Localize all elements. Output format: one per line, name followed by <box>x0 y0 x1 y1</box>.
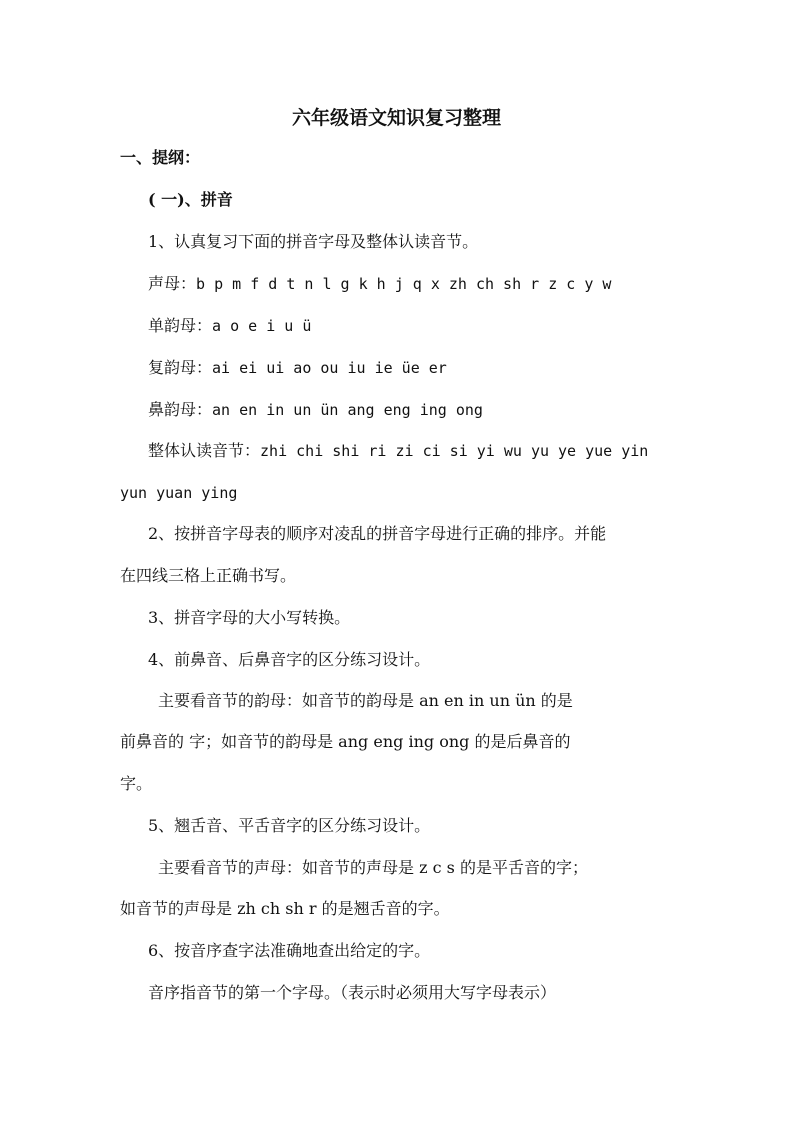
danyunmu-values: a o e i u ü <box>212 317 312 335</box>
item-1-text: 1、认真复习下面的拼音字母及整体认读音节。 <box>148 232 479 251</box>
item-4-detail-line-3: 字。 <box>120 774 153 793</box>
item-2-line-2: 在四线三格上正确书写。 <box>120 566 297 585</box>
item-4-detail-line-1: 主要看音节的韵母：如音节的韵母是 an en in un ün 的是 <box>158 691 573 710</box>
item-5-detail-line-1: 主要看音节的声母：如音节的声母是 z c s 的是平舌音的字； <box>158 858 588 877</box>
zhengti-values-2: yun yuan ying <box>120 484 238 502</box>
item-5-detail-line-2: 如音节的声母是 zh ch sh r 的是翘舌音的字。 <box>120 899 450 918</box>
biyunmu-label: 鼻韵母： <box>148 400 213 419</box>
fuyunmu-values: ai ei ui ao ou iu ie üe er <box>212 359 447 377</box>
item-6-text: 6、按音序查字法准确地查出给定的字。 <box>148 941 431 960</box>
item-3-text: 3、拼音字母的大小写转换。 <box>148 608 351 627</box>
shengmu-values: b p m f d t n l g k h j q x zh ch sh r z c y w <box>196 275 612 293</box>
biyunmu-values: an en in un ün ang eng ing ong <box>212 401 483 419</box>
item-2-line-1: 2、按拼音字母表的顺序对凌乱的拼音字母进行正确的排序。并能 <box>148 524 607 543</box>
subsection-heading-pinyin: ( 一)、拼音 <box>148 190 233 209</box>
fuyunmu-label: 复韵母： <box>148 358 213 377</box>
document-title: 六年级语文知识复习整理 <box>291 107 501 129</box>
item-5-text: 5、翘舌音、平舌音字的区分练习设计。 <box>148 816 431 835</box>
item-6-detail: 音序指音节的第一个字母。（表示时必须用大写字母表示） <box>148 983 557 1002</box>
shengmu-row <box>148 273 611 295</box>
danyunmu-label: 单韵母： <box>148 316 213 335</box>
zhengti-label: 整体认读音节： <box>148 441 261 460</box>
fuyunmu-row <box>148 357 447 379</box>
item-4-detail-line-2: 前鼻音的 字；如音节的韵母是 ang eng ing ong 的是后鼻音的 <box>120 732 571 751</box>
zhengti-values-1: zhi chi shi ri zi ci si yi wu yu ye yue yin <box>260 442 649 460</box>
item-4-text: 4、前鼻音、后鼻音字的区分练习设计。 <box>148 650 431 669</box>
biyunmu-row <box>148 399 483 421</box>
section-heading-outline: 一、提纲： <box>120 148 201 167</box>
danyunmu-row <box>148 315 311 337</box>
shengmu-label: 声母： <box>148 274 197 293</box>
zhengti-row <box>148 440 648 462</box>
